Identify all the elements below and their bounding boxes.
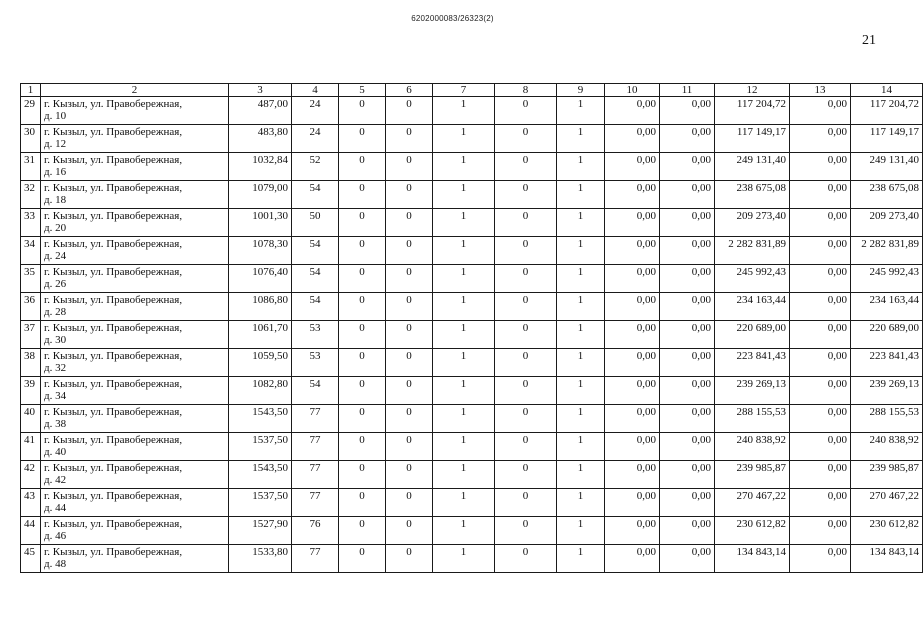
table-cell: 0	[339, 97, 386, 125]
table-cell: 0,00	[790, 181, 851, 209]
address-cell: г. Кызыл, ул. Правобережная, д. 26	[41, 265, 229, 293]
table-cell: 0	[495, 461, 557, 489]
table-cell: 1	[557, 489, 605, 517]
table-cell: 0	[386, 265, 433, 293]
table-cell: 245 992,43	[715, 265, 790, 293]
table-cell: 0	[495, 97, 557, 125]
table-cell: 0,00	[790, 545, 851, 573]
address-cell: г. Кызыл, ул. Правобережная, д. 18	[41, 181, 229, 209]
table-cell: 0	[339, 293, 386, 321]
table-cell: 0	[339, 321, 386, 349]
table-cell: 0	[339, 265, 386, 293]
table-cell: 0,00	[660, 293, 715, 321]
table-cell: 0,00	[790, 153, 851, 181]
table-cell: 117 204,72	[715, 97, 790, 125]
table-cell: 0,00	[660, 349, 715, 377]
table-cell: 0	[339, 209, 386, 237]
table-cell: 0,00	[790, 461, 851, 489]
table-row	[21, 293, 923, 321]
table-cell: 0,00	[660, 517, 715, 545]
table-cell: 0	[386, 377, 433, 405]
table-cell: 117 149,17	[715, 125, 790, 153]
table-cell: 0	[495, 265, 557, 293]
table-cell: 1527,90	[229, 517, 292, 545]
table-cell: 77	[292, 461, 339, 489]
table-cell: 0,00	[605, 517, 660, 545]
table-cell: 1	[433, 461, 495, 489]
table-cell: 483,80	[229, 125, 292, 153]
table-cell: 0,00	[660, 377, 715, 405]
column-header-10: 10	[605, 84, 660, 97]
table-cell: 0	[386, 489, 433, 517]
table-row	[21, 153, 923, 181]
table-cell: 0	[386, 153, 433, 181]
table-cell: 0	[495, 489, 557, 517]
table-row	[21, 489, 923, 517]
table-cell: 1	[433, 153, 495, 181]
table-cell: 1082,80	[229, 377, 292, 405]
table-cell: 29	[21, 97, 41, 125]
table-cell: 0	[495, 321, 557, 349]
table-cell: 0	[386, 181, 433, 209]
table-cell: 45	[21, 545, 41, 573]
table-cell: 1	[433, 293, 495, 321]
table-cell: 0,00	[605, 349, 660, 377]
table-cell: 0	[386, 545, 433, 573]
address-cell: г. Кызыл, ул. Правобережная, д. 12	[41, 125, 229, 153]
table-row	[21, 125, 923, 153]
table-cell: 0,00	[660, 489, 715, 517]
table-cell: 0	[339, 405, 386, 433]
table-cell: 1	[433, 349, 495, 377]
table-row	[21, 321, 923, 349]
address-cell: г. Кызыл, ул. Правобережная, д. 16	[41, 153, 229, 181]
table-cell: 0	[339, 545, 386, 573]
table-cell: 1	[433, 237, 495, 265]
table-cell: 0	[386, 461, 433, 489]
table-cell: 1	[557, 265, 605, 293]
table-cell: 1076,40	[229, 265, 292, 293]
table-cell: 239 985,87	[715, 461, 790, 489]
table-cell: 0	[495, 433, 557, 461]
table-cell: 24	[292, 125, 339, 153]
table-cell: 1	[433, 125, 495, 153]
table-cell: 1	[433, 489, 495, 517]
column-header-5: 5	[339, 84, 386, 97]
table-cell: 1086,80	[229, 293, 292, 321]
table-cell: 0	[386, 321, 433, 349]
table-cell: 54	[292, 293, 339, 321]
table-cell: 230 612,82	[715, 517, 790, 545]
table-cell: 37	[21, 321, 41, 349]
table-cell: 249 131,40	[715, 153, 790, 181]
column-header-9: 9	[557, 84, 605, 97]
header-row	[21, 84, 923, 97]
table-cell: 35	[21, 265, 41, 293]
column-header-11: 11	[660, 84, 715, 97]
table-cell: 0	[495, 153, 557, 181]
page-number: 21	[862, 33, 876, 48]
table-cell: 220 689,00	[851, 321, 923, 349]
table-cell: 0,00	[790, 377, 851, 405]
table-cell: 223 841,43	[715, 349, 790, 377]
table-cell: 0,00	[660, 153, 715, 181]
table-cell: 1537,50	[229, 433, 292, 461]
document-id: 6202000083/26323(2)	[411, 14, 494, 23]
table-row	[21, 237, 923, 265]
table-cell: 0	[495, 209, 557, 237]
address-cell: г. Кызыл, ул. Правобережная, д. 46	[41, 517, 229, 545]
table-cell: 0	[495, 181, 557, 209]
table-cell: 1	[557, 517, 605, 545]
column-header-1: 1	[21, 84, 41, 97]
table-row	[21, 405, 923, 433]
table-row	[21, 181, 923, 209]
table-cell: 77	[292, 433, 339, 461]
address-cell: г. Кызыл, ул. Правобережная, д. 40	[41, 433, 229, 461]
table-cell: 0,00	[660, 461, 715, 489]
table-cell: 0	[339, 433, 386, 461]
table-cell: 239 985,87	[851, 461, 923, 489]
table-cell: 44	[21, 517, 41, 545]
table-cell: 1	[557, 349, 605, 377]
table-cell: 0	[386, 517, 433, 545]
table-cell: 0	[386, 433, 433, 461]
table-cell: 0,00	[790, 349, 851, 377]
table-cell: 270 467,22	[715, 489, 790, 517]
table-cell: 53	[292, 349, 339, 377]
table-cell: 1	[433, 517, 495, 545]
table-cell: 0	[339, 181, 386, 209]
table-cell: 54	[292, 377, 339, 405]
table-cell: 54	[292, 237, 339, 265]
table-cell: 0,00	[605, 181, 660, 209]
table-cell: 0,00	[605, 433, 660, 461]
table-cell: 52	[292, 153, 339, 181]
table-cell: 0,00	[790, 405, 851, 433]
table-cell: 0,00	[605, 377, 660, 405]
address-cell: г. Кызыл, ул. Правобережная, д. 32	[41, 349, 229, 377]
table-cell: 0,00	[660, 405, 715, 433]
table-cell: 0,00	[605, 293, 660, 321]
table-cell: 1	[433, 181, 495, 209]
table-cell: 2 282 831,89	[851, 237, 923, 265]
table-cell: 1537,50	[229, 489, 292, 517]
table-cell: 32	[21, 181, 41, 209]
table-cell: 0,00	[660, 433, 715, 461]
table-cell: 0,00	[605, 321, 660, 349]
table-cell: 0	[495, 125, 557, 153]
table-cell: 1543,50	[229, 461, 292, 489]
register-table	[20, 83, 923, 573]
table-cell: 1	[557, 377, 605, 405]
table-cell: 134 843,14	[715, 545, 790, 573]
address-cell: г. Кызыл, ул. Правобережная, д. 24	[41, 237, 229, 265]
table-cell: 1	[557, 321, 605, 349]
table-row	[21, 433, 923, 461]
table-cell: 0,00	[605, 125, 660, 153]
table-row	[21, 97, 923, 125]
table-cell: 1	[433, 377, 495, 405]
table-cell: 0,00	[605, 209, 660, 237]
table-cell: 1	[557, 209, 605, 237]
table-cell: 134 843,14	[851, 545, 923, 573]
table-cell: 0,00	[790, 265, 851, 293]
table-cell: 0	[386, 97, 433, 125]
table-cell: 43	[21, 489, 41, 517]
address-cell: г. Кызыл, ул. Правобережная, д. 10	[41, 97, 229, 125]
table-cell: 1	[433, 405, 495, 433]
table-row	[21, 349, 923, 377]
table-cell: 0	[339, 377, 386, 405]
table-cell: 1	[557, 405, 605, 433]
table-cell: 117 149,17	[851, 125, 923, 153]
table-cell: 0	[386, 293, 433, 321]
table-cell: 0	[495, 237, 557, 265]
table-cell: 77	[292, 489, 339, 517]
table-cell: 487,00	[229, 97, 292, 125]
table-cell: 1543,50	[229, 405, 292, 433]
table-cell: 24	[292, 97, 339, 125]
table-cell: 1533,80	[229, 545, 292, 573]
table-cell: 209 273,40	[715, 209, 790, 237]
table-cell: 0,00	[790, 321, 851, 349]
table-cell: 1078,30	[229, 237, 292, 265]
table-cell: 240 838,92	[851, 433, 923, 461]
table-cell: 0	[495, 377, 557, 405]
address-cell: г. Кызыл, ул. Правобережная, д. 34	[41, 377, 229, 405]
table-row	[21, 461, 923, 489]
table-cell: 209 273,40	[851, 209, 923, 237]
table-cell: 0	[386, 237, 433, 265]
table-cell: 0,00	[790, 209, 851, 237]
table-cell: 0	[339, 237, 386, 265]
table-cell: 0	[386, 405, 433, 433]
table-cell: 0,00	[660, 97, 715, 125]
table-cell: 220 689,00	[715, 321, 790, 349]
column-header-8: 8	[495, 84, 557, 97]
table-cell: 77	[292, 405, 339, 433]
table-cell: 0,00	[605, 265, 660, 293]
table-cell: 54	[292, 181, 339, 209]
table-cell: 270 467,22	[851, 489, 923, 517]
table-cell: 0,00	[660, 181, 715, 209]
table-cell: 223 841,43	[851, 349, 923, 377]
table-row	[21, 545, 923, 573]
table-row	[21, 517, 923, 545]
table-cell: 0,00	[605, 489, 660, 517]
table-cell: 0,00	[605, 545, 660, 573]
table-cell: 0	[339, 153, 386, 181]
table-cell: 1059,50	[229, 349, 292, 377]
table-cell: 77	[292, 545, 339, 573]
table-cell: 1	[433, 97, 495, 125]
table-cell: 0,00	[660, 125, 715, 153]
table-cell: 239 269,13	[851, 377, 923, 405]
table-cell: 240 838,92	[715, 433, 790, 461]
table-cell: 0	[339, 461, 386, 489]
table-cell: 1079,00	[229, 181, 292, 209]
table-cell: 1	[557, 153, 605, 181]
table-cell: 1	[557, 461, 605, 489]
table-cell: 38	[21, 349, 41, 377]
table-cell: 0	[495, 293, 557, 321]
table-cell: 0,00	[790, 237, 851, 265]
table-cell: 0	[339, 489, 386, 517]
table-cell: 0	[495, 349, 557, 377]
table-cell: 0,00	[660, 237, 715, 265]
table-cell: 0	[339, 349, 386, 377]
table-cell: 31	[21, 153, 41, 181]
address-cell: г. Кызыл, ул. Правобережная, д. 20	[41, 209, 229, 237]
table-cell: 1032,84	[229, 153, 292, 181]
column-header-13: 13	[790, 84, 851, 97]
table-cell: 234 163,44	[851, 293, 923, 321]
column-header-14: 14	[851, 84, 923, 97]
address-cell: г. Кызыл, ул. Правобережная, д. 44	[41, 489, 229, 517]
table-cell: 288 155,53	[851, 405, 923, 433]
table-cell: 42	[21, 461, 41, 489]
table-cell: 0,00	[790, 489, 851, 517]
column-header-12: 12	[715, 84, 790, 97]
table-cell: 0	[339, 517, 386, 545]
table-cell: 117 204,72	[851, 97, 923, 125]
address-cell: г. Кызыл, ул. Правобережная, д. 38	[41, 405, 229, 433]
column-header-4: 4	[292, 84, 339, 97]
table-cell: 238 675,08	[715, 181, 790, 209]
table-cell: 288 155,53	[715, 405, 790, 433]
table-cell: 1	[557, 237, 605, 265]
table-cell: 30	[21, 125, 41, 153]
table-cell: 1	[557, 293, 605, 321]
table-cell: 0	[386, 125, 433, 153]
table-body	[21, 97, 923, 573]
address-cell: г. Кызыл, ул. Правобережная, д. 30	[41, 321, 229, 349]
table-cell: 33	[21, 209, 41, 237]
table-cell: 1	[557, 125, 605, 153]
table-cell: 1	[433, 209, 495, 237]
table-cell: 0,00	[660, 545, 715, 573]
table-cell: 0,00	[790, 517, 851, 545]
table-cell: 1	[557, 97, 605, 125]
table-cell: 0,00	[790, 97, 851, 125]
table-cell: 50	[292, 209, 339, 237]
table-cell: 53	[292, 321, 339, 349]
table-cell: 36	[21, 293, 41, 321]
column-header-3: 3	[229, 84, 292, 97]
table-cell: 54	[292, 265, 339, 293]
table-cell: 0,00	[605, 97, 660, 125]
table-cell: 0	[339, 125, 386, 153]
table-cell: 2 282 831,89	[715, 237, 790, 265]
table-cell: 1	[557, 545, 605, 573]
table-cell: 1061,70	[229, 321, 292, 349]
table-cell: 0,00	[790, 293, 851, 321]
table-cell: 0,00	[660, 209, 715, 237]
table-cell: 1	[433, 545, 495, 573]
table-row	[21, 265, 923, 293]
table-cell: 0,00	[605, 237, 660, 265]
table-cell: 0,00	[605, 461, 660, 489]
table-cell: 0,00	[660, 265, 715, 293]
table-cell: 0,00	[660, 321, 715, 349]
table-cell: 239 269,13	[715, 377, 790, 405]
table-row	[21, 209, 923, 237]
table-cell: 1	[557, 433, 605, 461]
table-cell: 40	[21, 405, 41, 433]
table-cell: 1001,30	[229, 209, 292, 237]
table-cell: 76	[292, 517, 339, 545]
table-cell: 1	[557, 181, 605, 209]
table-cell: 0	[386, 209, 433, 237]
table-cell: 0	[495, 517, 557, 545]
column-header-2: 2	[41, 84, 229, 97]
table-cell: 0,00	[790, 125, 851, 153]
table-cell: 245 992,43	[851, 265, 923, 293]
table-row	[21, 377, 923, 405]
table-cell: 1	[433, 321, 495, 349]
column-header-6: 6	[386, 84, 433, 97]
table-cell: 238 675,08	[851, 181, 923, 209]
table-cell: 0	[495, 545, 557, 573]
table-cell: 230 612,82	[851, 517, 923, 545]
table-cell: 0,00	[790, 433, 851, 461]
table-cell: 34	[21, 237, 41, 265]
table-cell: 0	[495, 405, 557, 433]
table-cell: 0	[386, 349, 433, 377]
table-cell: 1	[433, 433, 495, 461]
table-cell: 234 163,44	[715, 293, 790, 321]
address-cell: г. Кызыл, ул. Правобережная, д. 28	[41, 293, 229, 321]
address-cell: г. Кызыл, ул. Правобережная, д. 48	[41, 545, 229, 573]
table-cell: 0,00	[605, 153, 660, 181]
table-cell: 249 131,40	[851, 153, 923, 181]
table-cell: 0,00	[605, 405, 660, 433]
table-cell: 1	[433, 265, 495, 293]
address-cell: г. Кызыл, ул. Правобережная, д. 42	[41, 461, 229, 489]
table-cell: 41	[21, 433, 41, 461]
column-header-7: 7	[433, 84, 495, 97]
table-cell: 39	[21, 377, 41, 405]
